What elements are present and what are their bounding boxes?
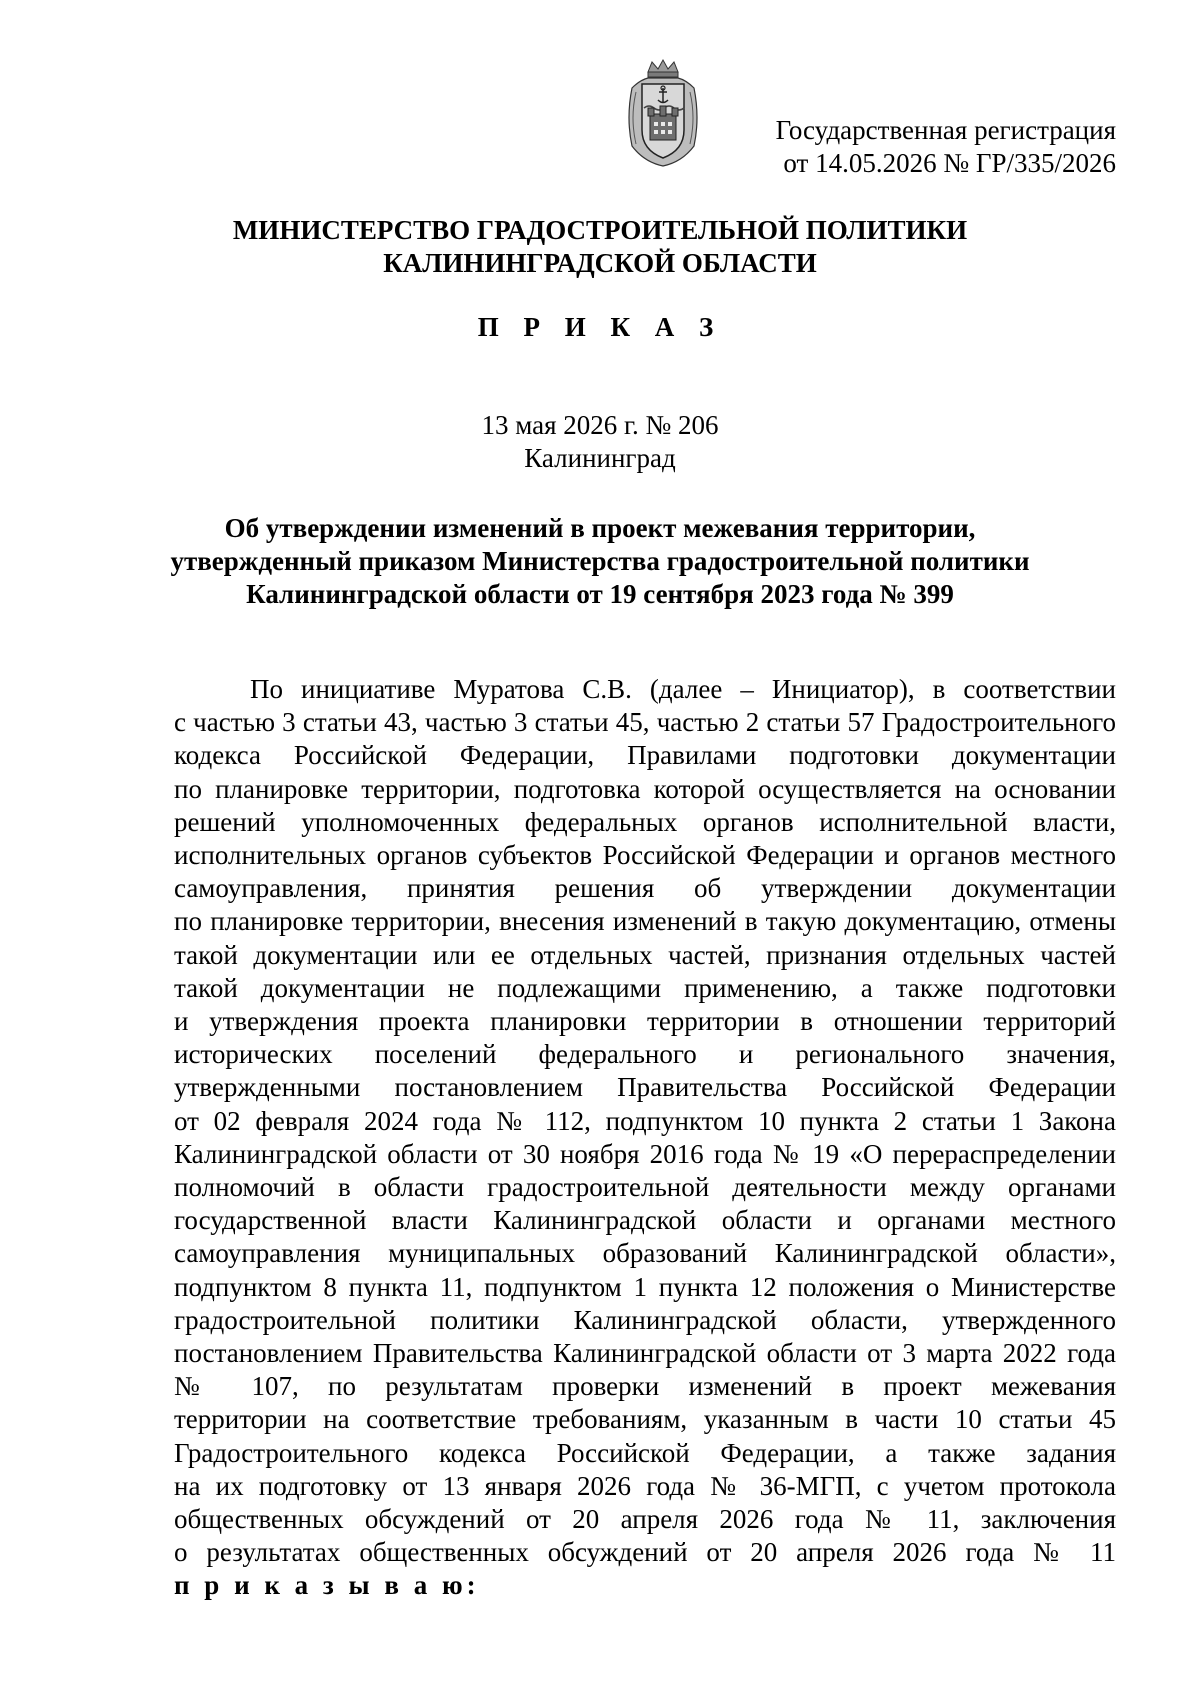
body-line: от 02 февраля 2024 года № 112, подпунктом 10 пункта 2 статьи 1 Закона bbox=[174, 1105, 1116, 1136]
ministry-name-line2: КАЛИНИНГРАДСКОЙ ОБЛАСТИ bbox=[383, 248, 817, 278]
body-line: такой документации не подлежащими применению, а также подготовки bbox=[174, 972, 1116, 1003]
body-line: исторических поселений федерального и регионального значения, bbox=[174, 1039, 1116, 1070]
registration-number: от 14.05.2026 № ГР/335/2026 bbox=[783, 148, 1116, 178]
order-city: Калининград bbox=[524, 443, 676, 473]
order-directive: п р и к а з ы в а ю: bbox=[174, 1570, 480, 1601]
body-line: на их подготовку от 13 января 2026 года № 36-МГП, с учетом протокола bbox=[174, 1470, 1116, 1501]
body-line: полномочий в области градостроительной деятельности между органами bbox=[174, 1172, 1116, 1203]
body-line: Градостроительного кодекса Российской Федерации, а также задания bbox=[174, 1437, 1116, 1468]
body-line: № 107, по результатам проверки изменений в проект межевания bbox=[174, 1371, 1116, 1402]
body-line: и утверждения проекта планировки территории в отношении территорий bbox=[174, 1006, 1116, 1037]
registration-block bbox=[776, 114, 1116, 180]
order-subject-line2: утвержденный приказом Министерства градостроительной политики bbox=[170, 546, 1030, 576]
body-line: с частью 3 статьи 43, частью 3 статьи 45, частью 2 статьи 57 Градостроительного bbox=[174, 707, 1116, 738]
registration-title: Государственная регистрация bbox=[775, 115, 1116, 145]
order-subject-line1: Об утверждении изменений в проект межевания территории, bbox=[224, 513, 976, 543]
body-line: градостроительной политики Калининградской области, утвержденного bbox=[174, 1304, 1116, 1335]
body-line: По инициативе Муратова С.В. (далее – Инициатор), в соответствии bbox=[250, 674, 1116, 704]
body-line: о результатах общественных обсуждений от 20 апреля 2026 года № 11 bbox=[174, 1537, 1116, 1568]
order-date-number: 13 мая 2026 г. № 206 bbox=[481, 410, 719, 440]
body-line: такой документации или ее отдельных частей, признания отдельных частей bbox=[174, 939, 1116, 970]
body-line: подпунктом 8 пункта 11, подпунктом 1 пункта 12 положения о Министерстве bbox=[174, 1271, 1116, 1302]
body-line: по планировке территории, внесения изменений в такую документацию, отмены bbox=[174, 906, 1116, 937]
body-line: постановлением Правительства Калининградской области от 3 марта 2022 года bbox=[174, 1338, 1116, 1369]
order-subject-line3: Калининградской области от 19 сентября 2023 года № 399 bbox=[246, 579, 954, 609]
body-line: исполнительных органов субъектов Российской Федерации и органов местного bbox=[174, 840, 1116, 871]
ministry-name bbox=[0, 214, 1200, 280]
body-line: по планировке территории, подготовка которой осуществляется на основании bbox=[174, 773, 1116, 804]
body-line: кодекса Российской Федерации, Правилами подготовки документации bbox=[174, 740, 1116, 771]
document-type: П Р И К А З bbox=[477, 312, 723, 342]
order-subject bbox=[0, 512, 1200, 611]
body-line: утвержденными постановлением Правительства Российской Федерации bbox=[174, 1072, 1116, 1103]
ministry-name-line1: МИНИСТЕРСТВО ГРАДОСТРОИТЕЛЬНОЙ ПОЛИТИКИ bbox=[232, 215, 968, 245]
order-body bbox=[174, 673, 1116, 1603]
body-line: самоуправления муниципальных образований Калининградской области», bbox=[174, 1238, 1116, 1269]
body-line: самоуправления, принятия решения об утверждении документации bbox=[174, 873, 1116, 904]
date-block bbox=[0, 409, 1200, 475]
body-line: решений уполномоченных федеральных органов исполнительной власти, bbox=[174, 806, 1116, 837]
body-line: Калининградской области от 30 ноября 2016 года № 19 «О перераспределении bbox=[174, 1138, 1116, 1169]
body-line: общественных обсуждений от 20 апреля 2026 года № 11, заключения bbox=[174, 1504, 1116, 1535]
coat-of-arms-icon bbox=[618, 58, 708, 168]
body-line: государственной власти Калининградской области и органами местного bbox=[174, 1205, 1116, 1236]
body-line: территории на соответствие требованиям, указанным в части 10 статьи 45 bbox=[174, 1404, 1116, 1435]
